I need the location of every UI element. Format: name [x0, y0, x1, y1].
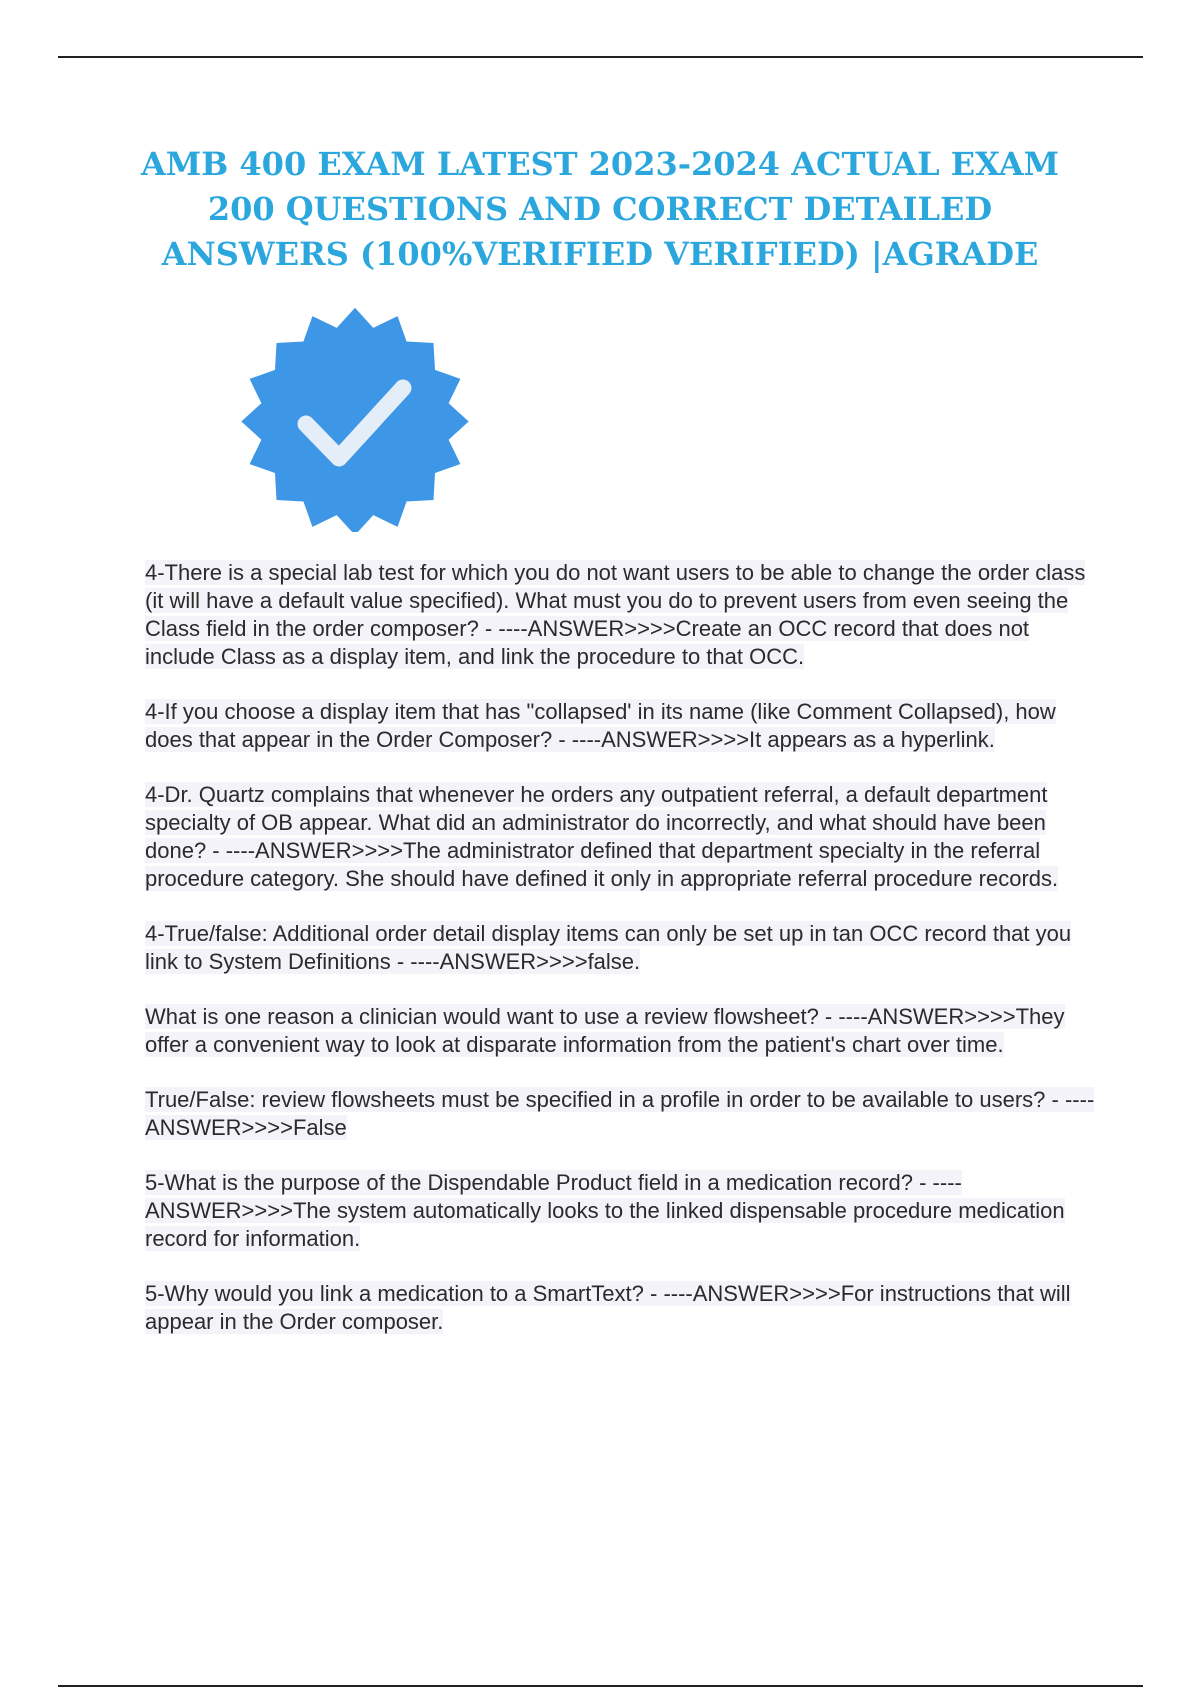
bottom-rule	[58, 1685, 1143, 1687]
qa-item-5	[145, 1003, 1095, 1059]
qa-text: 5-Why would you link a medication to a SmartText? - ----ANSWER>>>>For instructions that will appear in the Order composer.	[145, 1281, 1071, 1334]
verified-check-badge-icon	[240, 308, 470, 532]
qa-text: 4-If you choose a display item that has "collapsed' in its name (like Comment Collapsed), how does that appear in the Order Composer? - ----ANSWER>>>>It appears as a hyperlink.	[145, 699, 1056, 752]
document-title: AMB 400 EXAM LATEST 2023-2024 ACTUAL EXAM 200 QUESTIONS AND CORRECT DETAILED ANSWERS (100%VERIFIED VERIFIED) |AGRADE	[140, 145, 1060, 273]
qa-item-2	[145, 698, 1095, 754]
qa-text: 4-Dr. Quartz complains that whenever he orders any outpatient referral, a default department specialty of OB appear. What did an administrator do incorrectly, and what should have been done? - ----ANSWER>>>>The administrator defined that department specialty in the referral procedure category. She should have defined it only in appropriate referral procedure records.	[145, 782, 1059, 891]
qa-text: 4-There is a special lab test for which you do not want users to be able to change the order class (it will have a default value specified). What must you do to prevent users from even seeing the Class field in the order composer? - ----ANSWER>>>>Create an OCC record that does not include Class as a display item, and link the procedure to that OCC.	[145, 560, 1086, 669]
qa-text: What is one reason a clinician would want to use a review flowsheet? - ----ANSWER>>>>They offer a convenient way to look at disparate information from the patient's chart over time.	[145, 1004, 1065, 1057]
qa-item-8	[145, 1280, 1095, 1336]
top-rule	[58, 56, 1143, 58]
qa-item-7	[145, 1169, 1095, 1253]
qa-text: 4-True/false: Additional order detail display items can only be set up in tan OCC record that you link to System Definitions - ----ANSWER>>>>false.	[145, 921, 1072, 974]
qa-text: 5-What is the purpose of the Dispendable Product field in a medication record? - ----ANSWER>>>>The system automatically looks to the linked dispensable procedure medication record for information.	[145, 1170, 1065, 1251]
qa-item-4	[145, 920, 1095, 976]
qa-item-6	[145, 1086, 1095, 1142]
qa-text: True/False: review flowsheets must be specified in a profile in order to be available to users? - ----ANSWER>>>>False	[145, 1087, 1095, 1140]
qa-item-3	[145, 781, 1095, 893]
badge-star-shape	[241, 308, 468, 532]
qa-list	[145, 559, 1095, 1363]
qa-item-1	[145, 559, 1095, 671]
